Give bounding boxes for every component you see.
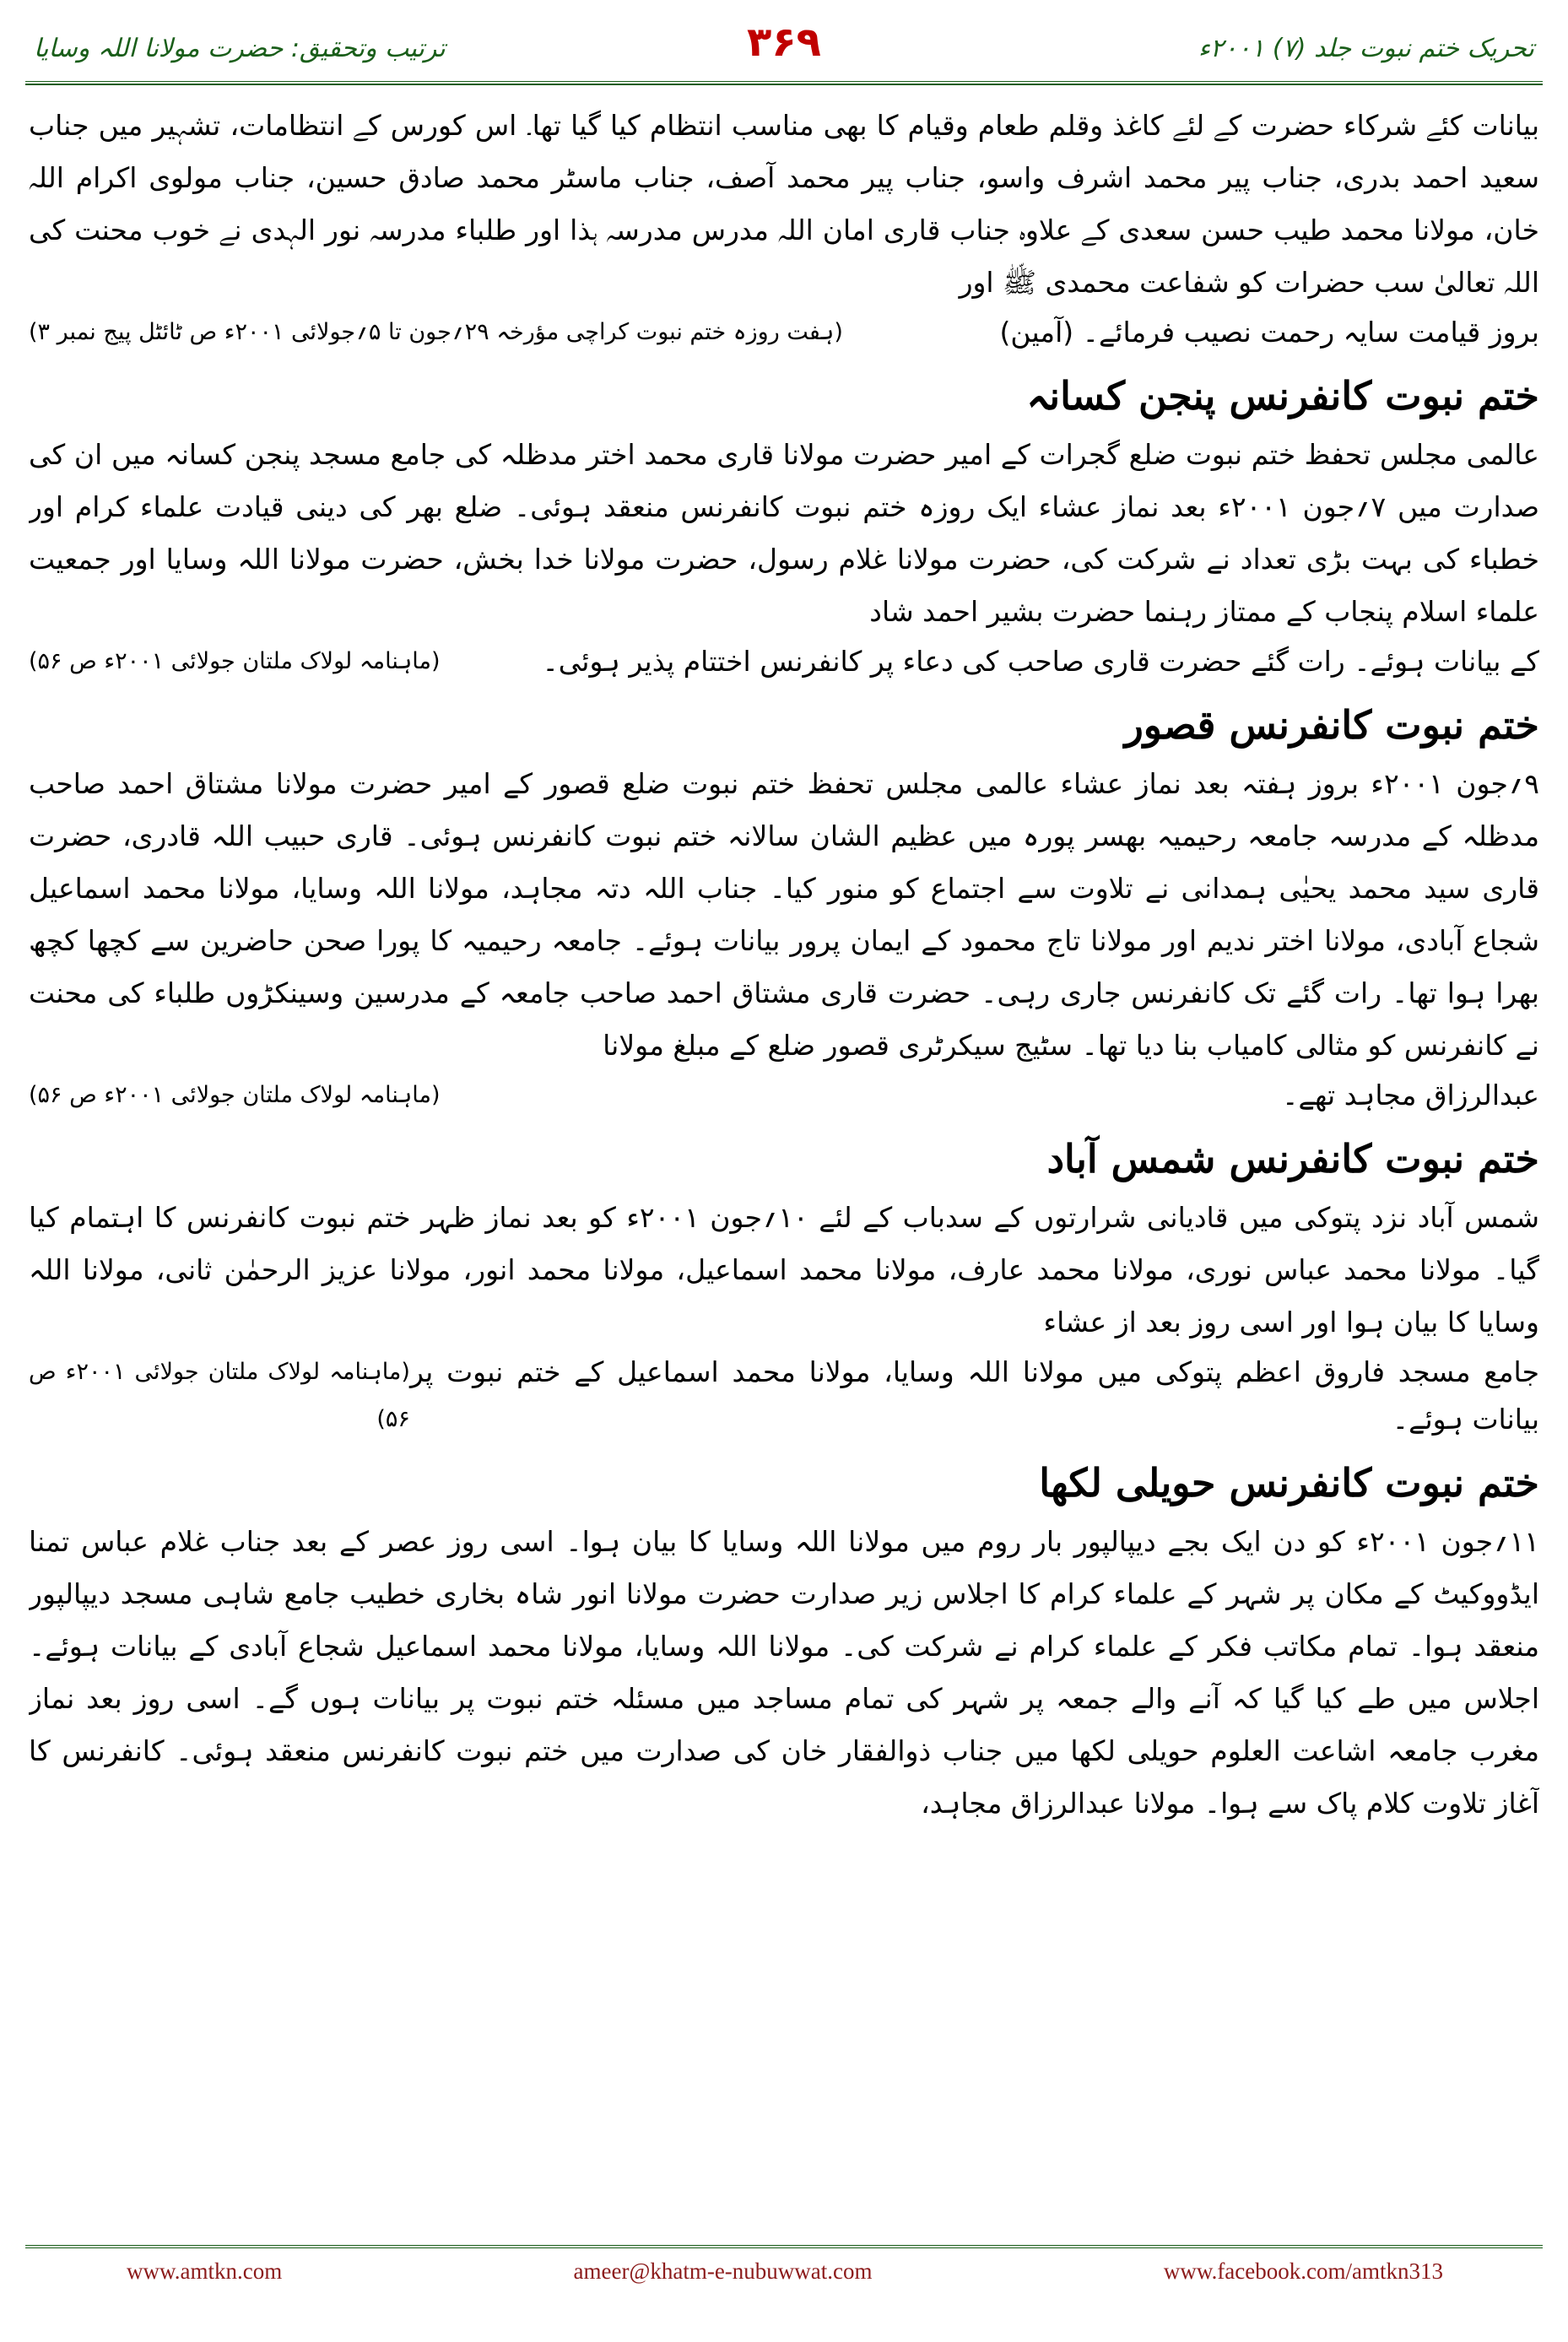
section-paragraph: ۹؍جون ۲۰۰۱ء بروز ہفتہ بعد نماز عشاء عالمی مجلس تحفظ ختم نبوت ضلع قصور کے امیر حضرت مولانا مشتاق احمد صاحب مدظلہ کے مدرسہ جامعہ رحیمیہ بھسر پورہ میں عظیم الشان سالانہ ختم نبوت کانفرنس ہوئی۔ قاری حبیب اللہ قادری، حضرت قاری سید محمد یحیٰی ہمدانی نے تلاوت سے اجتماع کو منور کیا۔ جناب اللہ دتہ مجاہد، مولانا اللہ وسایا، مولانا محمد اسماعیل شجاع آبادی، مولانا اختر ندیم اور مولانا تاج محمود کے ایمان پرور بیانات ہوئے۔ جامعہ رحیمیہ کا پورا صحن حاضرین سے کچھا کچھ بھرا ہوا تھا۔ رات گئے تک کانفرنس جاری رہی۔ حضرت قاری مشتاق احمد صاحب جامعہ کے مدرسین وسینکڑوں طلباء کی محنت نے کانفرنس کو مثالی کامیاب بنا دیا تھا۔ سٹیج سیکرٹری قصور ضلع کے مبلغ مولانا (29, 767, 1539, 1062)
section-reference-line (29, 1072, 1539, 1119)
section-citation: (ماہنامہ لولاک ملتان جولائی ۲۰۰۱ء ص ۵۶) (29, 648, 441, 674)
page-number: ۳۶۹ (747, 19, 821, 66)
intro-reference-line (29, 309, 1539, 356)
compiler-credit: ترتیب وتحقیق: حضرت مولانا اللہ وسایا (34, 34, 446, 63)
section-citation: (ماہنامہ لولاک ملتان جولائی ۲۰۰۱ء ص ۵۶) (29, 1359, 410, 1432)
section-last-line: عبدالرزاق مجاہد تھے۔ (1282, 1079, 1539, 1112)
section-reference-line (29, 1349, 1539, 1443)
footer-divider (25, 2245, 1543, 2248)
section-paragraph: عالمی مجلس تحفظ ختم نبوت ضلع گجرات کے امیر حضرت مولانا قاری محمد اختر مدظلہ کی جامع مسجد پنجن کسانہ میں ان کی صدارت میں ۷؍جون ۲۰۰۱ء بعد نماز عشاء ایک روزہ ختم نبوت کانفرنس منعقد ہوئی۔ ضلع بھر کی دینی قیادت علماء کرام اور خطباء کی بہت بڑی تعداد نے شرکت کی، حضرت مولانا غلام رسول، حضرت مولانا خدا بخش، حضرت مولانا اللہ وسایا اور جمعیت علماء اسلام پنجاب کے ممتاز رہنما حضرت بشیر احمد شاد (29, 438, 1539, 628)
book-title: تحریک ختم نبوت جلد (۷) ۲۰۰۱ء (1198, 34, 1534, 63)
section-last-line: کے بیانات ہوئے۔ رات گئے حضرت قاری صاحب کی دعاء پر کانفرنس اختتام پذیر ہوئی۔ (542, 645, 1539, 678)
section-paragraph: ۱۱؍جون ۲۰۰۱ء کو دن ایک بجے دیپالپور بار روم میں مولانا اللہ وسایا کا بیان ہوا۔ اسی روز عصر کے بعد جناب غلام عباس تمنا ایڈووکیٹ کے مکان پر شہر کے علماء کرام کا اجلاس زیر صدارت حضرت مولانا انور شاہ بخاری خطیب جامع شاہی مسجد دیپالپور منعقد ہوا۔ تمام مکاتب فکر کے علماء کرام نے شرکت کی۔ مولانا اللہ وسایا، مولانا محمد اسماعیل شجاع آبادی کے بیانات ہوئے۔ اجلاس میں طے کیا گیا کہ آنے والے جمعہ پر شہر کی تمام مساجد میں مسئلہ ختم نبوت پر بیانات ہوں گے۔ اسی روز بعد نماز مغرب جامعہ اشاعت العلوم حویلی لکھا میں جناب ذوالفقار خان کی صدارت میں ختم نبوت کانفرنس منعقد ہوئی۔ کانفرنس کا آغاز تلاوت کلام پاک سے ہوا۔ مولانا عبدالرزاق مجاہد، (29, 1525, 1539, 1820)
page-footer (127, 2258, 1443, 2292)
page-body (29, 100, 1539, 2226)
email-link[interactable]: ameer@khatm-e-nubuwwat.com (573, 2258, 873, 2284)
section-heading: ختم نبوت کانفرنس قصور (1124, 702, 1539, 748)
section-heading: ختم نبوت کانفرنس حویلی لکھا (1039, 1460, 1539, 1506)
section-paragraph: شمس آباد نزد پتوکی میں قادیانی شرارتوں کے سدباب کے لئے ۱۰؍جون ۲۰۰۱ء کو بعد نماز ظہر ختم نبوت کانفرنس کا اہتمام کیا گیا۔ مولانا محمد عباس نوری، مولانا محمد عارف، مولانا محمد اسماعیل، مولانا محمد انور، مولانا عزیز الرحمٰن ثانی، مولانا اللہ وسایا کا بیان ہوا اور اسی روز بعد از عشاء (29, 1201, 1539, 1339)
section-heading: ختم نبوت کانفرنس شمس آباد (1046, 1136, 1539, 1182)
intro-last-line: بروز قیامت سایہ رحمت نصیب فرمائے۔ (آمین) (999, 316, 1539, 349)
intro-paragraph: بیانات کئے شرکاء حضرت کے لئے کاغذ وقلم طعام وقیام کا بھی مناسب انتظام کیا گیا تھا۔ اس کورس کے انتظامات، تشہیر میں جناب سعید احمد بدری، جناب پیر محمد اشرف واسو، جناب پیر محمد آصف، جناب ماسٹر محمد صادق حسین، جناب مولوی اکرام اللہ خان، مولانا محمد طیب حسن سعدی کے علاوہ جناب قاری امان اللہ مدرس مدرسہ ہذا اور طلباء مدرسہ نور الہدی نے خوب محنت کی اللہ تعالیٰ سب حضرات کو شفاعت محمدی ﷺ اور (29, 109, 1539, 299)
header-divider (25, 81, 1543, 85)
facebook-link[interactable]: www.facebook.com/amtkn313 (1163, 2258, 1443, 2284)
intro-citation: (ہفت روزہ ختم نبوت کراچی مؤرخہ ۲۹؍جون تا ۵؍جولائی ۲۰۰۱ء ص ٹائٹل پیج نمبر ۳) (29, 319, 843, 345)
section-heading: ختم نبوت کانفرنس پنجن کسانہ (1026, 373, 1539, 419)
website-link[interactable]: www.amtkn.com (127, 2258, 283, 2284)
section-reference-line (29, 638, 1539, 685)
section-last-line: جامع مسجد فاروق اعظم پتوکی میں مولانا اللہ وسایا، مولانا محمد اسماعیل کے ختم نبوت پر بیانات ہوئے۔ (409, 1355, 1539, 1436)
page-header (25, 19, 1543, 78)
section-citation: (ماہنامہ لولاک ملتان جولائی ۲۰۰۱ء ص ۵۶) (29, 1082, 441, 1108)
